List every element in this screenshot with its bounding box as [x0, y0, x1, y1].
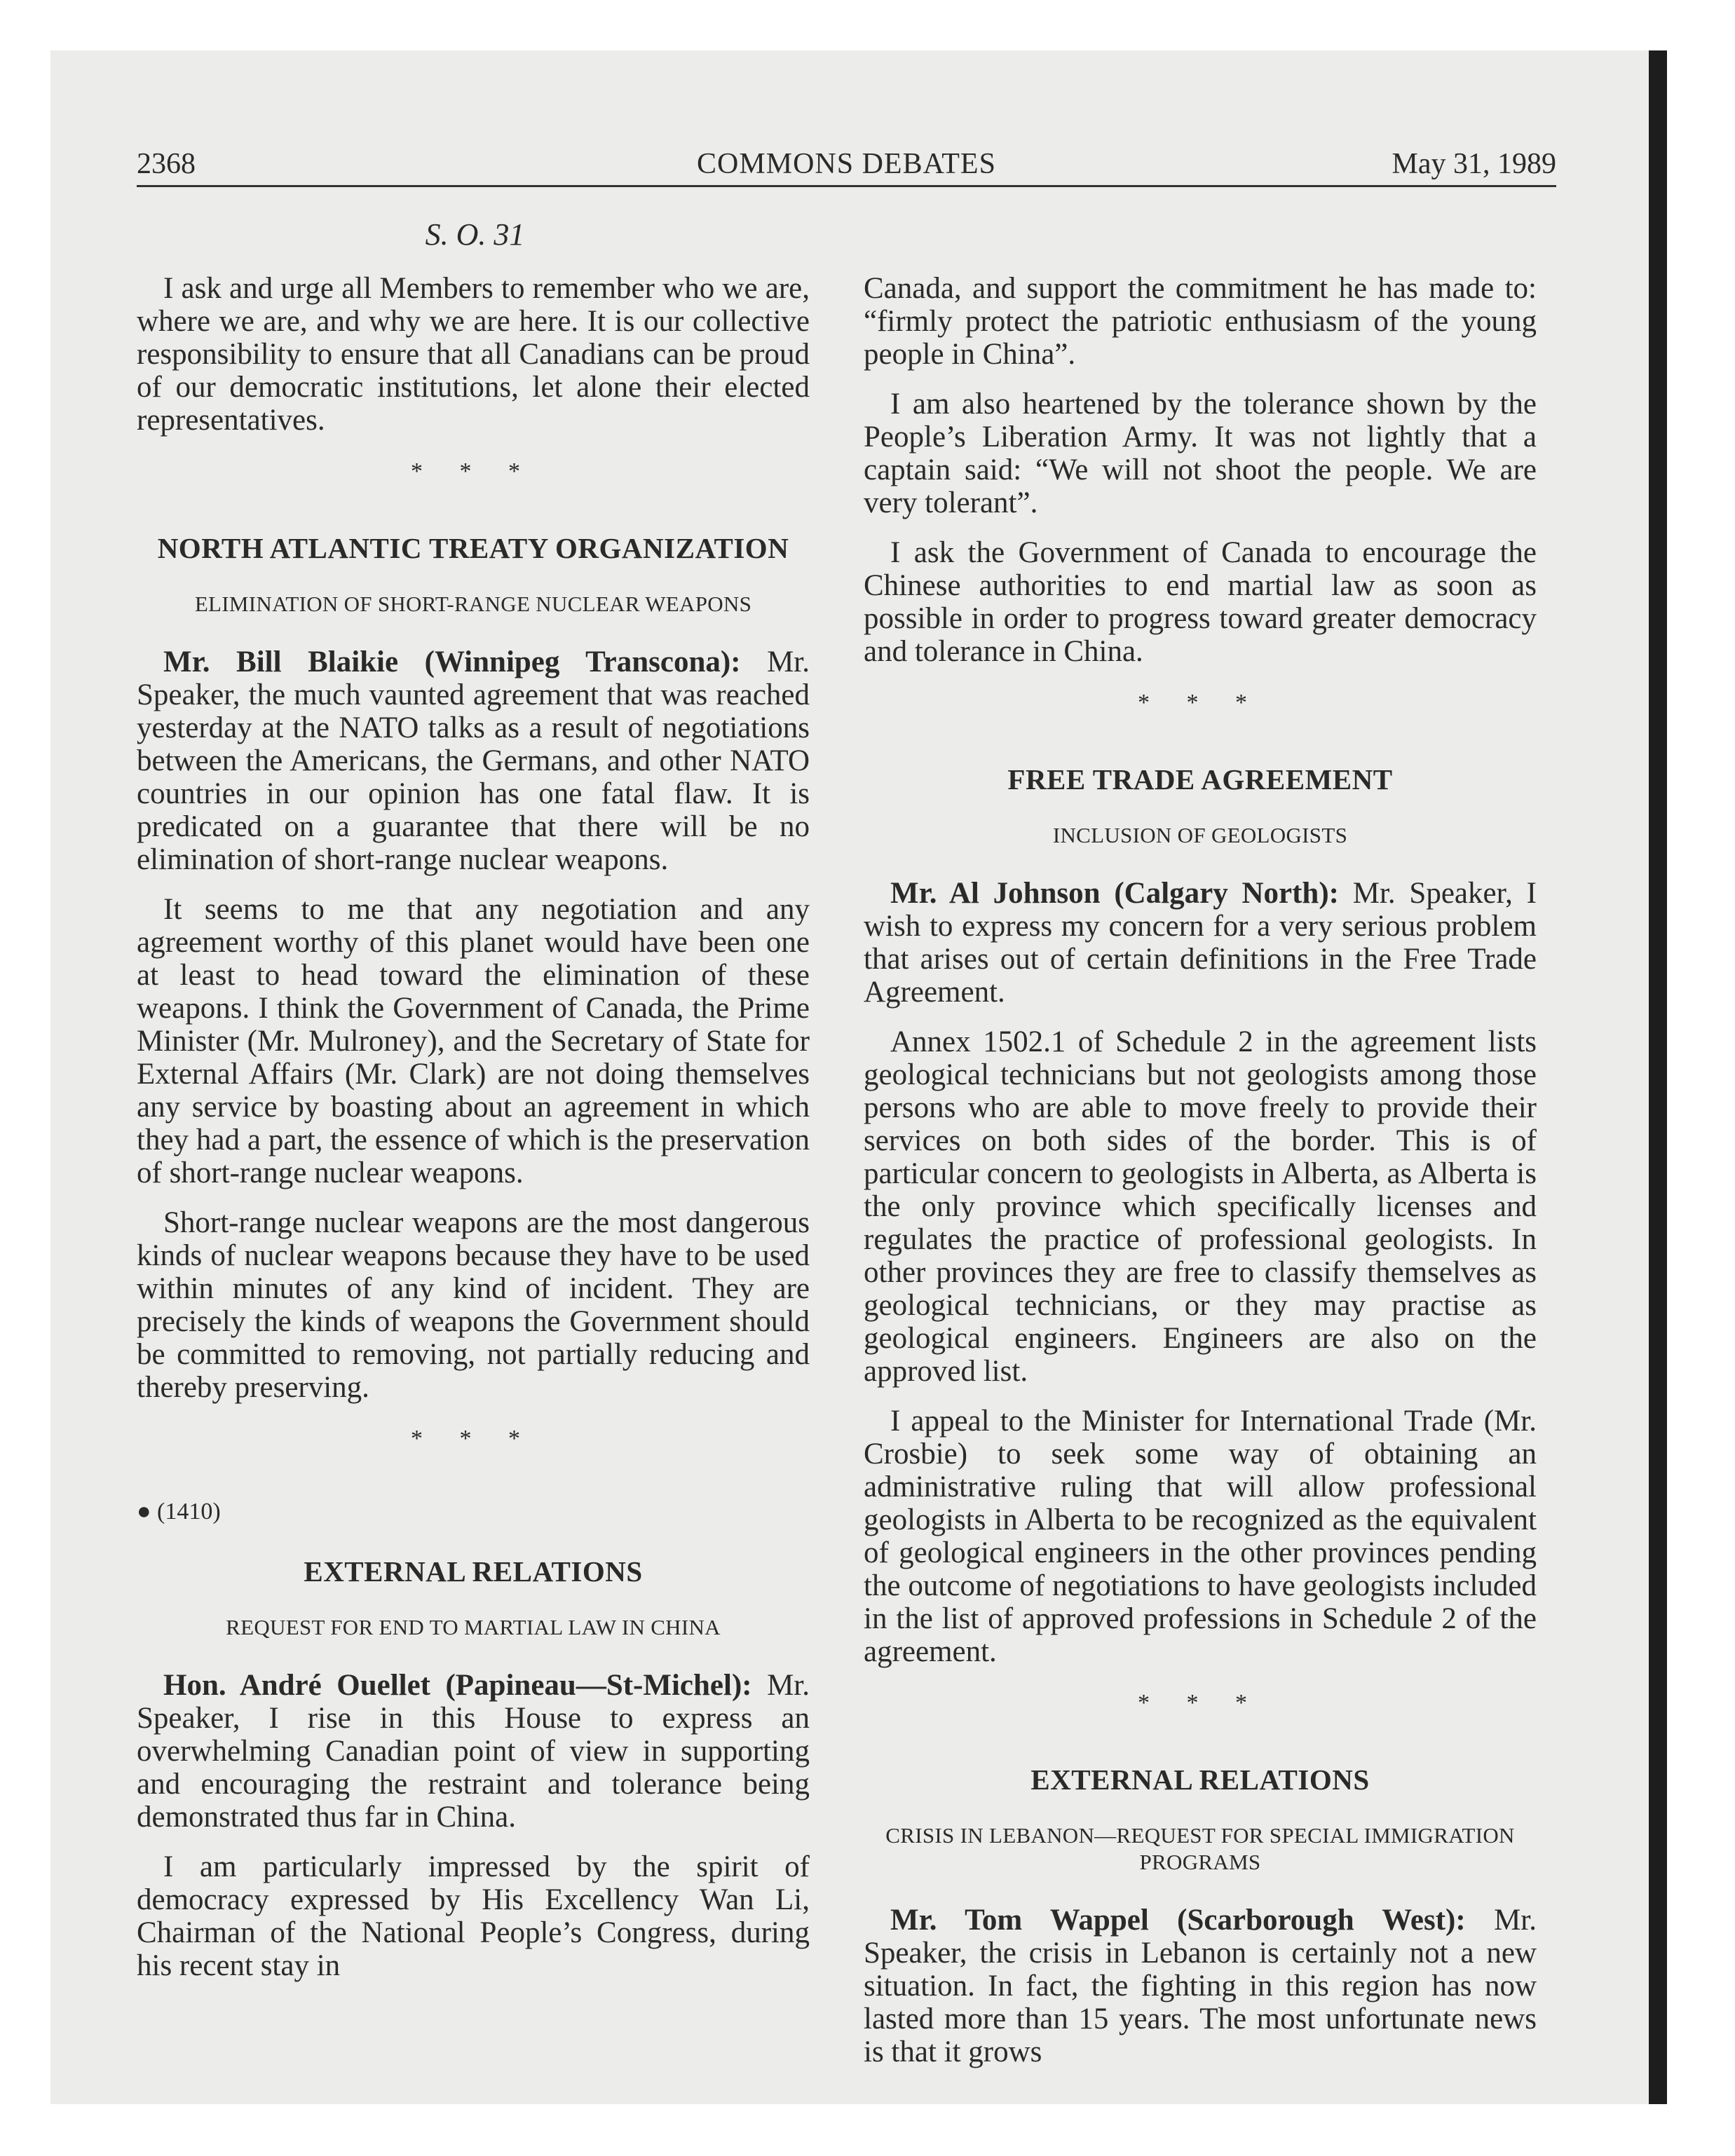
publication-date: May 31, 1989 [1392, 148, 1556, 180]
speaker-name: Mr. Al Johnson (Calgary North): [890, 877, 1339, 910]
speaker-name: Mr. Tom Wappel (Scarborough West): [890, 1904, 1466, 1937]
section-separator: * * * [1138, 1690, 1263, 1716]
section-subheading: REQUEST FOR END TO MARTIAL LAW IN CHINA [226, 1615, 721, 1639]
section-heading: EXTERNAL RELATIONS [1030, 1763, 1370, 1796]
section-separator: * * * [1138, 690, 1263, 716]
paragraph: Short-range nuclear weapons are the most dangerous kinds of nuclear weapons because they have to be used within minutes of any kind of incident. They are precisely the kinds of weapons the Government should be committed to removing, not partially reducing and thereby preserving. [137, 1206, 810, 1404]
paragraph: It seems to me that any negotiation and any agreement worthy of this planet would have been one at least to head toward the elimination of these weapons. I think the Government of Canada, the Prime Minister (Mr. Mulroney), and the Secretary of State for External Affairs (Mr. Clark) are not doing themselves any service by boasting about an agreement in which they had a part, the essence of which is the preservation of short-range nuclear weapons. [137, 893, 810, 1189]
right-column [864, 272, 1537, 2085]
publication-title: COMMONS DEBATES [697, 148, 996, 180]
section-separator: * * * [411, 458, 536, 484]
section-subheading: INCLUSION OF GEOLOGISTS [1052, 823, 1348, 847]
page-header [137, 143, 1556, 185]
section-separator: * * * [411, 1426, 536, 1452]
page-number: 2368 [137, 148, 196, 180]
left-column [137, 272, 810, 1999]
section-subheading: CRISIS IN LEBANON—REQUEST FOR SPECIAL IMMIGRATION PROGRAMS [885, 1823, 1515, 1874]
section-heading: FREE TRADE AGREEMENT [1007, 763, 1393, 796]
paragraph: Mr. Bill Blaikie (Winnipeg Transcona): Mr. Speaker, the much vaunted agreement that was reached yesterday at the NATO talks as a result of negotiations between the Americans, the Germans, and other NATO countries in our opinion has one fatal flaw. It is predicated on a guarantee that there will be no elimination of short-range nuclear weapons. [137, 646, 810, 876]
section-label: S. O. 31 [425, 217, 525, 252]
scan-edge-shadow [1649, 50, 1667, 2104]
paragraph: Mr. Tom Wappel (Scarborough West): Mr. Speaker, the crisis in Lebanon is certainly not a new situation. In fact, the fighting in this region has now lasted more than 15 years. The most unfortunate news is that it grows [864, 1904, 1537, 2068]
speaker-name: Mr. Bill Blaikie (Winnipeg Transcona): [163, 646, 741, 678]
header-rule [137, 185, 1556, 187]
paragraph: I am also heartened by the tolerance shown by the People’s Liberation Army. It was not lightly that a captain said: “We will not shoot the people. We are very tolerant”. [864, 388, 1537, 519]
paragraph: I am particularly impressed by the spirit of democracy expressed by His Excellency Wan Li, Chairman of the National People’s Congress, during his recent stay in [137, 1850, 810, 1982]
speaker-name: Hon. André Ouellet (Papineau—St-Michel): [163, 1669, 752, 1702]
paragraph: Annex 1502.1 of Schedule 2 in the agreement lists geological technicians but not geologists among those persons who are able to move freely to provide their services on both sides of the border. This is of particular concern to geologists in Alberta, as Alberta is the only province which specifically licenses and regulates the practice of professional geologists. In other provinces they are free to classify themselves as geological technicians, or they may practise as geological engineers. Engineers are also on the approved list. [864, 1025, 1537, 1388]
section-subheading: ELIMINATION OF SHORT-RANGE NUCLEAR WEAPONS [194, 592, 752, 616]
timestamp: ● (1410) [137, 1499, 221, 1524]
section-heading: EXTERNAL RELATIONS [304, 1555, 643, 1588]
paragraph: Mr. Al Johnson (Calgary North): Mr. Speaker, I wish to express my concern for a very serious problem that arises out of certain definitions in the Free Trade Agreement. [864, 877, 1537, 1009]
paragraph: Canada, and support the commitment he has made to: “firmly protect the patriotic enthusiasm of the young people in China”. [864, 272, 1537, 371]
paragraph: Hon. André Ouellet (Papineau—St-Michel): Mr. Speaker, I rise in this House to express an overwhelming Canadian point of view in supporting and encouraging the restraint and tolerance being demonstrated thus far in China. [137, 1669, 810, 1834]
paragraph: I ask the Government of Canada to encourage the Chinese authorities to end martial law as soon as possible in order to progress toward greater democracy and tolerance in China. [864, 536, 1537, 668]
section-heading: NORTH ATLANTIC TREATY ORGANIZATION [157, 532, 789, 564]
paragraph: I appeal to the Minister for International Trade (Mr. Crosbie) to seek some way of obtaining an administrative ruling that will allow professional geologists in Alberta to be recognized as the equivalent of geological engineers in the other provinces pending the outcome of negotiations to have geologists included in the list of approved professions in Schedule 2 of the agreement. [864, 1405, 1537, 1668]
paragraph: I ask and urge all Members to remember who we are, where we are, and why we are here. It is our collective responsibility to ensure that all Canadians can be proud of our democratic institutions, let alone their elected representatives. [137, 272, 810, 437]
